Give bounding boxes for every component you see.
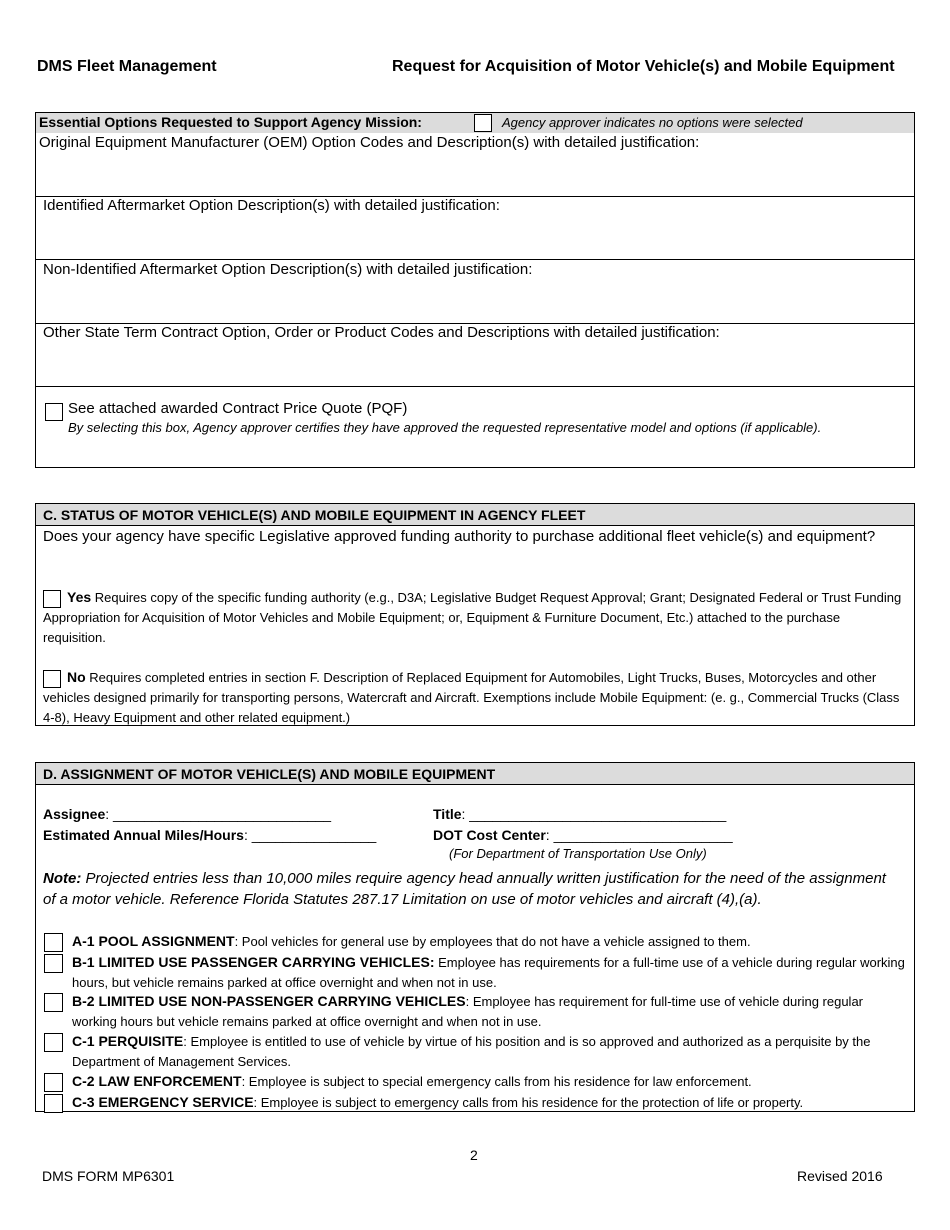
- option-c3-text: : Employee is subject to emergency calls from his residence for the protection of life or property.: [253, 1095, 804, 1110]
- option-c3-label: C-3 EMERGENCY SERVICE: [72, 1094, 254, 1110]
- no-label: No: [67, 669, 86, 685]
- note-text: Projected entries less than 10,000 miles require agency head annually written justification for the need of the assignment of a motor vehicle. Reference Florida Statutes 287.17 Limitation on use of motor vehicles and aircraft (4),(a).: [43, 870, 886, 908]
- identified-aftermarket-label: Identified Aftermarket Option Description(s) with detailed justification:: [43, 197, 500, 214]
- title-label: Title: [433, 806, 462, 822]
- funding-question: Does your agency have specific Legislative approved funding authority to purchase additional fleet vehicle(s) and equipment?: [43, 528, 876, 545]
- form-id: DMS FORM MP6301: [42, 1168, 175, 1184]
- option-c1-text: : Employee is entitled to use of vehicle by virtue of his position and is so approved and authorized as a perquisite by the Department of Management Services.: [72, 1034, 871, 1069]
- options-title-bar: [36, 113, 914, 133]
- option-b1: [44, 952, 906, 993]
- section-c: [35, 503, 915, 726]
- yes-label: Yes: [67, 589, 92, 605]
- no-checkbox[interactable]: [43, 670, 61, 688]
- header-org: DMS Fleet Management: [37, 58, 217, 75]
- yes-option: [43, 587, 906, 648]
- option-b2-checkbox[interactable]: [44, 993, 63, 1012]
- pqf-checkbox[interactable]: [45, 403, 63, 421]
- option-c3: [44, 1092, 906, 1113]
- no-text: Requires completed entries in section F. Description of Replaced Equipment for Automobiles, Light Trucks, Buses, Motorcycles and other vehicles designed primarily for transporting persons, Watercraft and Aircraft. Exemptions include Mobile Equipment: (e. g., Commercial Trucks (Class 4-8), Heavy Equipment and other related equipment.): [43, 670, 900, 725]
- option-c1: [44, 1031, 906, 1072]
- option-a1-checkbox[interactable]: [44, 933, 63, 952]
- option-c2-label: C-2 LAW ENFORCEMENT: [72, 1073, 242, 1089]
- option-b1-label: B-1 LIMITED USE PASSENGER CARRYING VEHICLES:: [72, 954, 435, 970]
- option-b1-checkbox[interactable]: [44, 954, 63, 973]
- option-b2: [44, 991, 906, 1032]
- option-c2: [44, 1071, 906, 1092]
- assignee-field[interactable]: [43, 806, 331, 822]
- option-c2-text: : Employee is subject to special emergency calls from his residence for law enforcement.: [241, 1074, 752, 1089]
- note-label: Note:: [43, 870, 82, 887]
- option-a1-text: : Pool vehicles for general use by employees that do not have a vehicle assigned to them.: [234, 934, 751, 949]
- pqf-note: By selecting this box, Agency approver certifies they have approved the requested representative model and options (if applicable).: [68, 420, 822, 435]
- header-form-title: Request for Acquisition of Motor Vehicle(s) and Mobile Equipment: [392, 58, 895, 75]
- assignee-line: : ____________________________: [105, 806, 332, 822]
- assignment-note: [43, 868, 894, 910]
- title-field[interactable]: [433, 806, 726, 822]
- yes-text: Requires copy of the specific funding authority (e.g., D3A; Legislative Budget Request Approval; Grant; Designated Federal or Trust Funding Appropriation for Acquisition of Motor Vehicles and Mobile Equipment; or, Equipment & Furniture Document, Etc.) attached to the purchase requisition.: [43, 590, 902, 645]
- section-d: [35, 762, 915, 1112]
- no-options-checkbox[interactable]: [474, 114, 492, 132]
- option-b2-label: B-2 LIMITED USE NON-PASSENGER CARRYING VEHICLES: [72, 993, 466, 1009]
- options-title: Essential Options Requested to Support Agency Mission:: [39, 114, 422, 130]
- option-b1-text: Employee has requirements for a full-time use of a vehicle during regular working hours, but vehicle remains parked at office overnight and when not in use.: [72, 955, 905, 990]
- state-term-contract-label: Other State Term Contract Option, Order or Product Codes and Descriptions with detailed justification:: [43, 324, 720, 341]
- option-c2-checkbox[interactable]: [44, 1073, 63, 1092]
- assignee-label: Assignee: [43, 806, 106, 822]
- option-a1: [44, 931, 906, 952]
- title-line: : _________________________________: [461, 806, 727, 822]
- page-number: 2: [470, 1147, 478, 1163]
- no-option: [43, 667, 906, 728]
- options-section: [35, 112, 915, 468]
- option-c3-checkbox[interactable]: [44, 1094, 63, 1113]
- option-a1-label: A-1 POOL ASSIGNMENT: [72, 933, 235, 949]
- dot-note: (For Department of Transportation Use Only): [449, 846, 707, 861]
- option-c1-checkbox[interactable]: [44, 1033, 63, 1052]
- non-identified-aftermarket-label: Non-Identified Aftermarket Option Description(s) with detailed justification:: [43, 261, 533, 278]
- section-d-title: D. ASSIGNMENT OF MOTOR VEHICLE(S) AND MOBILE EQUIPMENT: [36, 763, 914, 785]
- pqf-label: See attached awarded Contract Price Quote (PQF): [68, 400, 408, 417]
- option-b2-text: : Employee has requirement for full-time use of vehicle during regular working hours but vehicle remains parked at office overnight and when not in use.: [72, 994, 864, 1029]
- revised-date: Revised 2016: [797, 1168, 883, 1184]
- miles-field[interactable]: [43, 827, 376, 843]
- section-c-title: C. STATUS OF MOTOR VEHICLE(S) AND MOBILE EQUIPMENT IN AGENCY FLEET: [36, 504, 914, 526]
- dot-cost-center-field[interactable]: [433, 827, 733, 843]
- oem-options-label: Original Equipment Manufacturer (OEM) Option Codes and Description(s) with detailed justification:: [39, 134, 700, 151]
- option-c1-label: C-1 PERQUISITE: [72, 1033, 184, 1049]
- dot-line: : _______________________: [545, 827, 733, 843]
- miles-label: Estimated Annual Miles/Hours: [43, 827, 244, 843]
- no-options-label: Agency approver indicates no options were selected: [502, 115, 803, 130]
- dot-label: DOT Cost Center: [433, 827, 546, 843]
- miles-line: : ________________: [243, 827, 377, 843]
- yes-checkbox[interactable]: [43, 590, 61, 608]
